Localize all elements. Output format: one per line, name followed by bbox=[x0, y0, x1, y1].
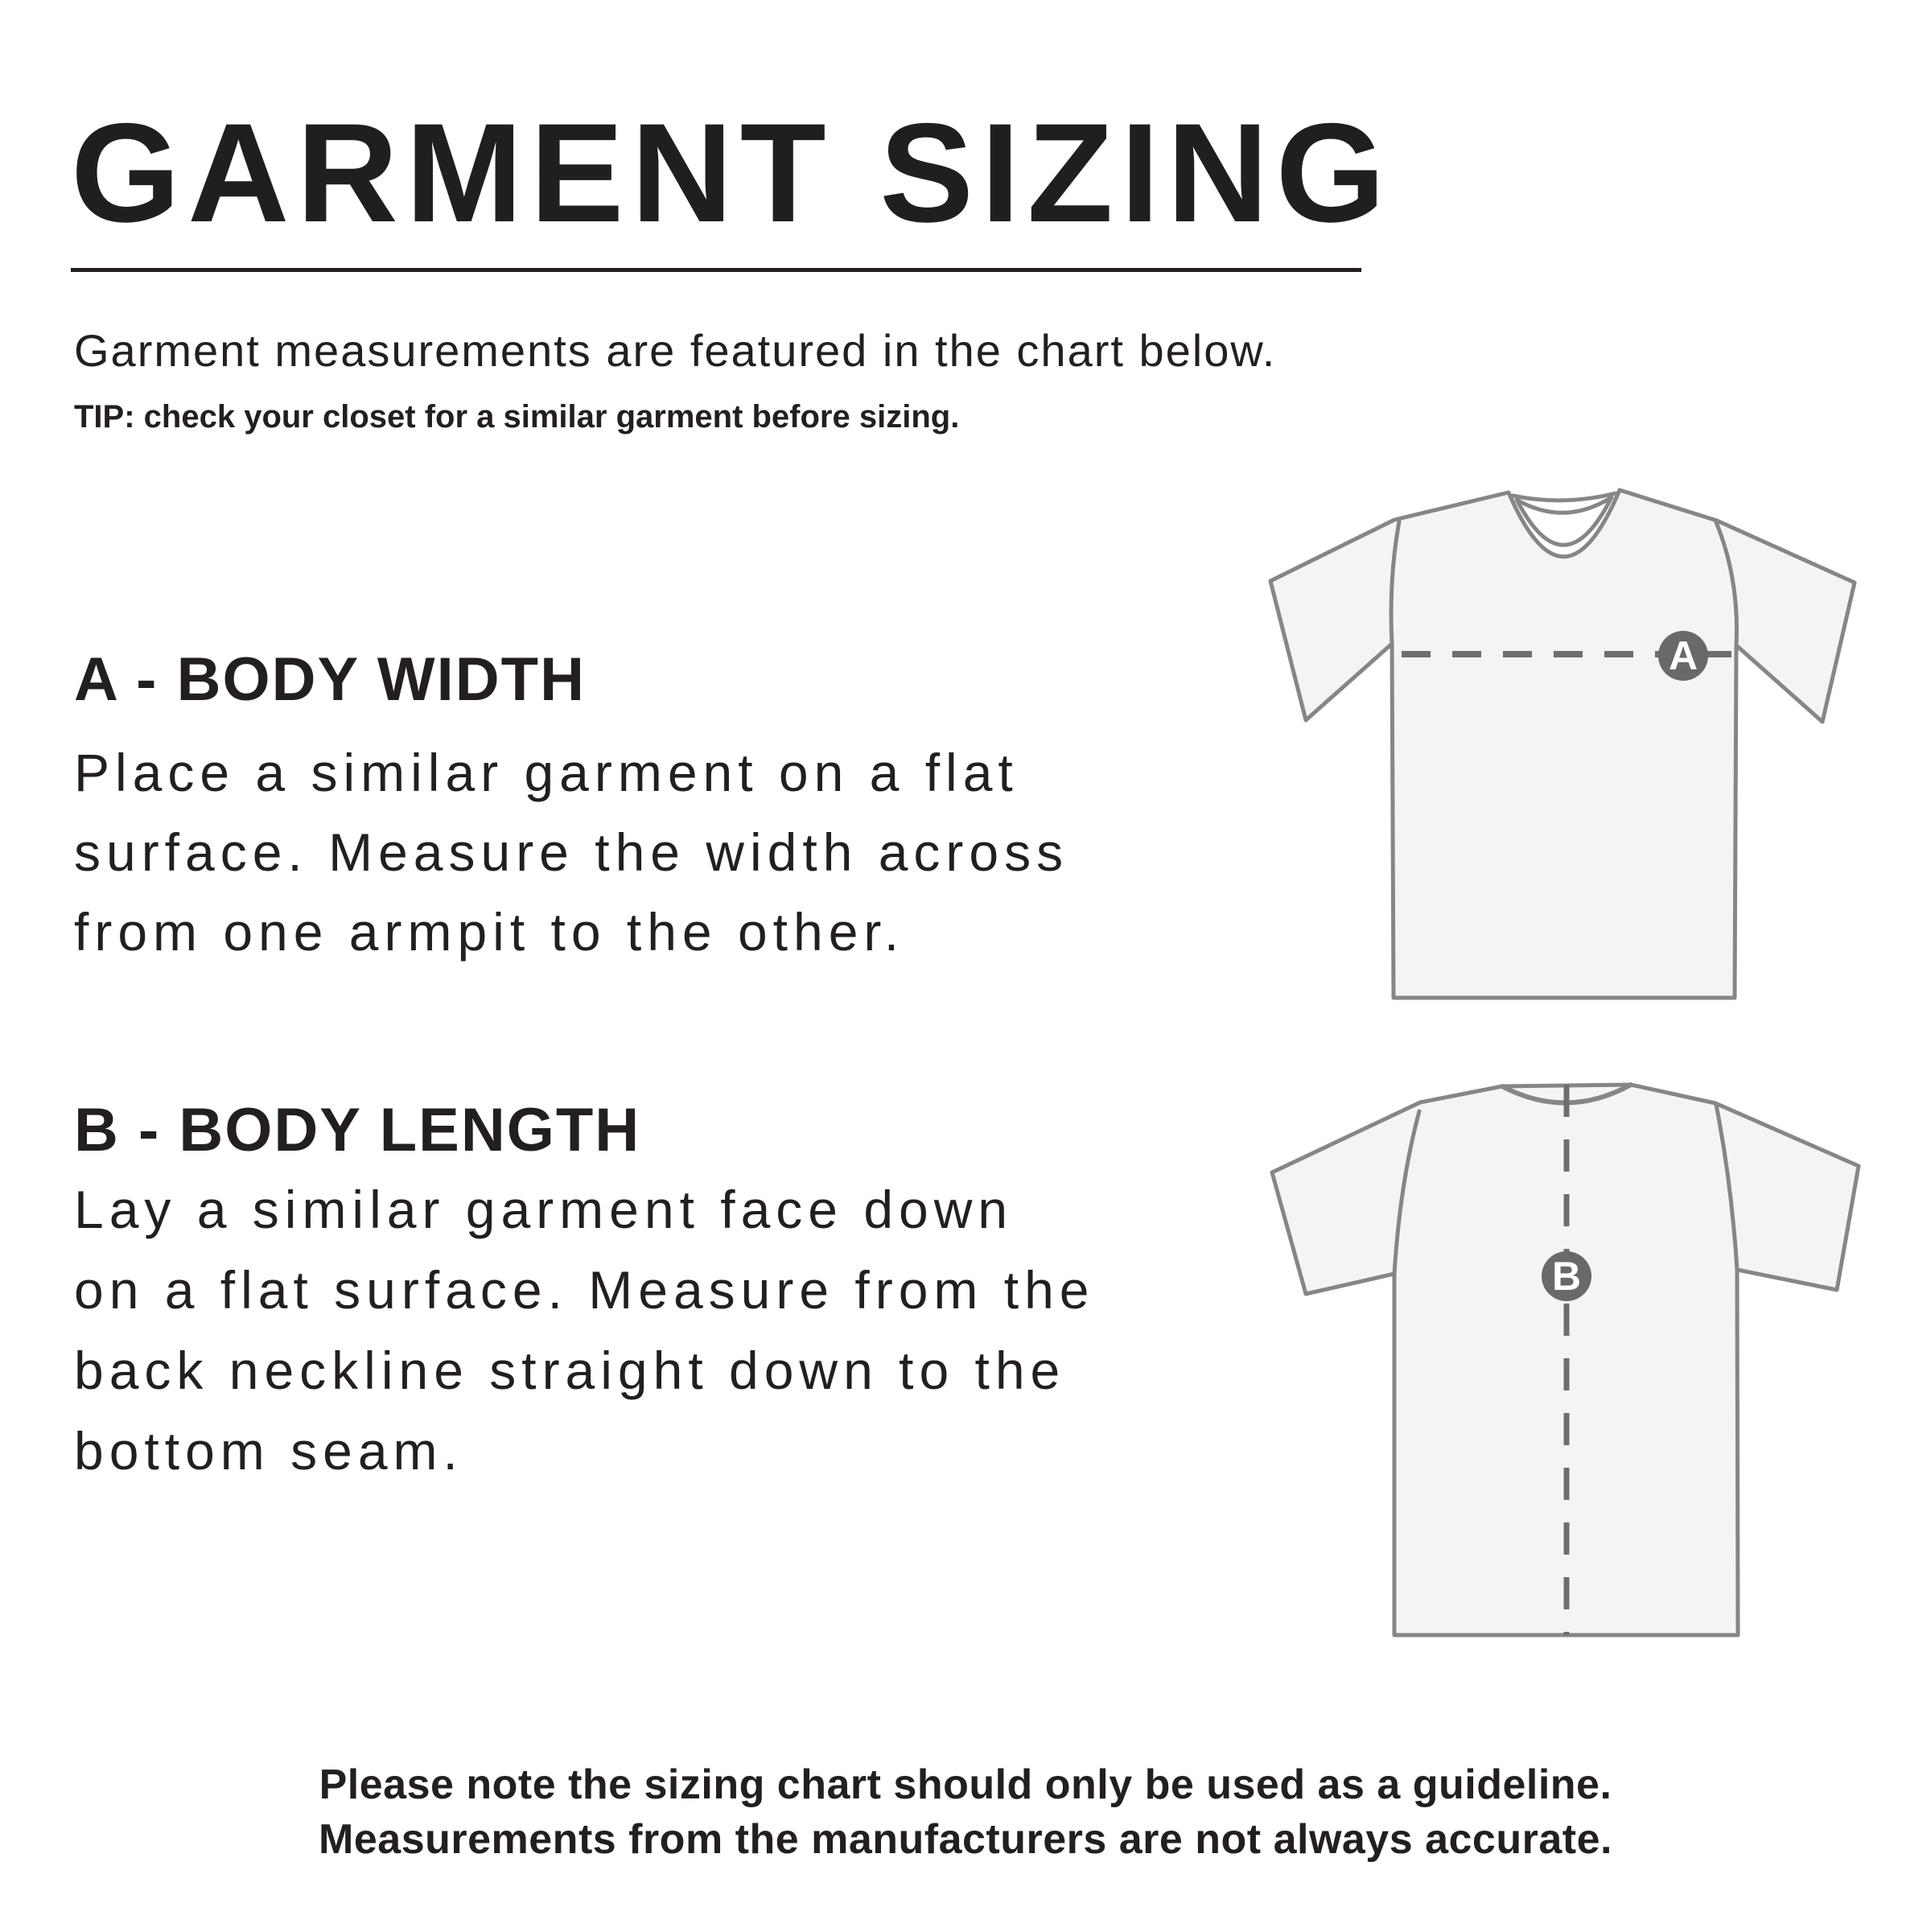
collar-back-seam bbox=[1513, 493, 1616, 501]
section-a-body-line: from one armpit to the other. bbox=[74, 902, 905, 962]
intro-tip: TIP: check your closet for a similar garment before sizing. bbox=[74, 399, 960, 435]
footer-note-line: Measurements from the manufacturers are not always accurate. bbox=[319, 1816, 1612, 1863]
section-a-heading: A - BODY WIDTH bbox=[74, 645, 586, 714]
section-b-body-line: back neckline straight down to the bbox=[74, 1341, 1066, 1400]
section-a-body bbox=[74, 733, 1068, 972]
section-b-body bbox=[74, 1169, 1094, 1491]
tshirt-front-outline bbox=[1270, 490, 1855, 998]
title-underline bbox=[71, 268, 1361, 272]
badge-a-label: A bbox=[1668, 633, 1698, 678]
footer-note bbox=[0, 1757, 1931, 1867]
section-b-body-line: bottom seam. bbox=[74, 1421, 463, 1481]
section-b-heading: B - BODY LENGTH bbox=[74, 1096, 641, 1164]
footer-note-line: Please note the sizing chart should only be used as a guideline. bbox=[319, 1761, 1612, 1808]
intro-subtitle: Garment measurements are featured in the chart below. bbox=[74, 325, 1277, 376]
badge-b-label: B bbox=[1551, 1254, 1582, 1299]
section-b-body-line: on a flat surface. Measure from the bbox=[74, 1260, 1095, 1320]
section-a-body-line: Place a similar garment on a flat bbox=[74, 743, 1019, 802]
page-title: GARMENT SIZING bbox=[71, 95, 1393, 252]
tshirt-front-illustration bbox=[1239, 467, 1931, 1014]
section-a-body-line: surface. Measure the width across bbox=[74, 822, 1069, 882]
section-b-body-line: Lay a similar garment face down bbox=[74, 1180, 1014, 1239]
tshirt-back-illustration bbox=[1239, 1046, 1931, 1650]
